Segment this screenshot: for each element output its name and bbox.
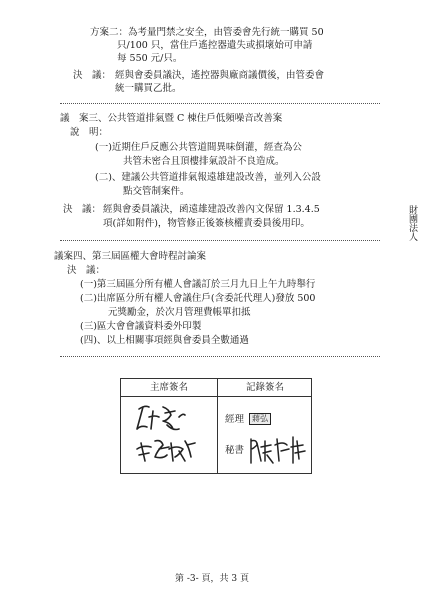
item3-point2-line2: 點交管制案件。 bbox=[123, 186, 190, 197]
item3-point1-line2: 共管未密合且頂樓排氣設計不良造成。 bbox=[123, 156, 285, 167]
item4-title: 議案四、第三屆區權大會時程討論案 bbox=[54, 251, 207, 262]
item3-title: 議 案三、公共管道排氣暨 C 棟住戶低頻噪音改善案 bbox=[60, 113, 283, 124]
item3-point1-line1: (一)近期住戶反應公共管道間異味倒灌，經查為公 bbox=[95, 142, 302, 153]
item4-item-2-cont: 元獎勵金，於次月管理費帳單扣抵 bbox=[108, 307, 251, 318]
item3-point2-line1: (二)、建議公共管道排氣報遠雄建設改善，並列入公設 bbox=[95, 172, 321, 183]
page-footer: 第 -3- 頁，共 3 頁 bbox=[175, 574, 249, 584]
section-separator-2 bbox=[60, 240, 380, 241]
item4-item-2: (二)出席區分所有權人會議住戶(含委託代理人)發放 500 bbox=[80, 293, 316, 304]
proposal2-resolution-line2: 統一購買乙批。 bbox=[115, 83, 182, 94]
item4-resolution-label: 決 議： bbox=[67, 265, 106, 276]
item3-resolution-label: 決 議： bbox=[63, 204, 102, 215]
item4-item-4: (四)、以上相關事項經與會委員全數通過 bbox=[80, 335, 249, 346]
signature-table bbox=[120, 378, 312, 474]
side-margin-mark: 財團法人 bbox=[407, 205, 417, 241]
proposal2-resolution-line1: 經與會委員議決，遙控器與廠商議價後，由管委會 bbox=[115, 70, 325, 81]
proposal2-line2: 只/100 只，當住戶遙控器遺失或損壞始可申請 bbox=[117, 40, 313, 51]
proposal2-header: 方案二：為考量門禁之安全，由管委會先行統一購買 50 bbox=[90, 27, 324, 38]
item3-explanation-label: 說 明： bbox=[70, 127, 109, 138]
chair-signature-header: 主席簽名 bbox=[149, 382, 188, 393]
section-separator-1 bbox=[60, 103, 380, 104]
table-divider-horizontal bbox=[121, 396, 311, 397]
item3-resolution-line2: 項(詳如附件)，物管修正後簽核權責委員後用印。 bbox=[103, 218, 310, 229]
secretary-handwritten-signature bbox=[247, 433, 309, 467]
item4-item-1: (一)第三屆區分所有權人會議訂於三月九日上午九時舉行 bbox=[80, 279, 316, 290]
proposal2-line3: 每 550 元/只。 bbox=[117, 53, 183, 64]
manager-stamp-text: 蔣弘 bbox=[249, 413, 271, 425]
recorder-signature-header: 記錄簽名 bbox=[245, 382, 284, 393]
section-separator-3 bbox=[60, 356, 380, 357]
proposal2-resolution-label: 決 議： bbox=[73, 70, 112, 81]
secretary-label: 秘書 bbox=[225, 445, 245, 456]
item3-resolution-line1: 經與會委員議決，函遠雄建設改善內文保留 1.3.4.5 bbox=[103, 204, 320, 215]
manager-stamp bbox=[249, 413, 271, 425]
manager-label: 經理 bbox=[225, 414, 245, 425]
item4-item-3: (三)區大會會議資料委外印製 bbox=[80, 321, 202, 332]
chair-handwritten-signature bbox=[127, 399, 211, 471]
